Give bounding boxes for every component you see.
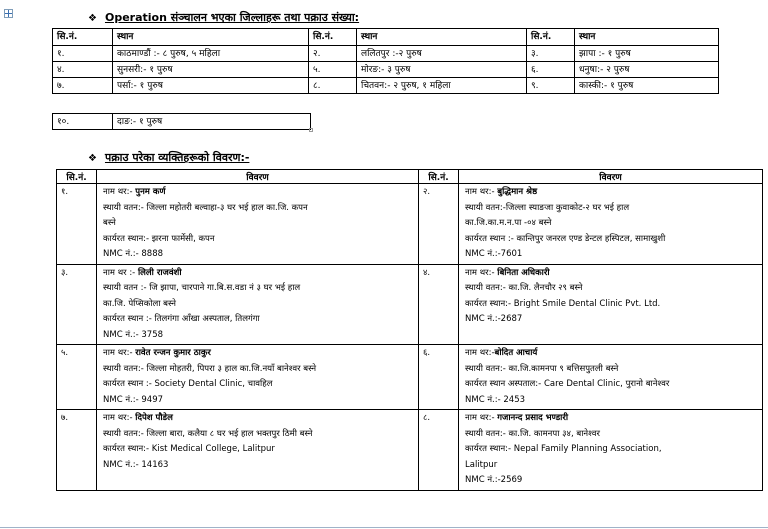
- detail-line: का.जि.का.म.न.पा -०४ बस्ने: [465, 218, 552, 228]
- cell-location: दाङ:- १ पुरुष: [113, 114, 311, 130]
- name-label: नाम थर:-: [103, 413, 136, 423]
- cell-sn: १.: [57, 184, 97, 265]
- person-name-line: [103, 266, 412, 282]
- detail-line: कार्यरत स्थान:- Nepal Family Planning Association,: [465, 444, 662, 454]
- detail-line: बस्ने: [103, 218, 116, 228]
- cell-location: ललितपुर :-२ पुरुष: [357, 46, 527, 62]
- cell-location: चितवन:- २ पुरुष, १ महिला: [357, 78, 527, 94]
- detail-line: कार्यरत स्थान:- झरना फार्मेसी, कपन: [103, 233, 215, 244]
- cell-sn: ६.: [419, 345, 459, 410]
- cell-sn: ४.: [419, 264, 459, 345]
- cell-details: [97, 345, 419, 410]
- header-details: विवरण: [459, 170, 763, 184]
- cell-sn: ७.: [57, 410, 97, 491]
- header-details: विवरण: [97, 170, 419, 184]
- bullet-diamond-icon: ❖: [88, 153, 97, 164]
- table-row: [53, 78, 719, 94]
- table-row: [57, 410, 763, 491]
- table-row: [53, 114, 311, 130]
- detail-line: स्थायी वतन:-जिल्ला स्याङजा कुवाकोट-२ घर भई हाल: [465, 202, 630, 213]
- heading-arrested-persons: [88, 150, 249, 165]
- table-move-handle-icon[interactable]: [4, 9, 13, 18]
- cell-location: धनुषा:- २ पुरुष: [575, 62, 719, 78]
- detail-line: NMC नं.:- 3758: [103, 329, 164, 340]
- detail-line: NMC नं.:-2687: [465, 314, 523, 324]
- districts-table: [52, 28, 719, 94]
- detail-line: कार्यरत स्थान :- कान्तिपुर जनरल एण्ड डेन्टल हस्पिटल, सामाखुशी: [465, 233, 666, 244]
- table-row: [57, 345, 763, 410]
- name-label: नाम थर:-: [465, 267, 498, 278]
- person-name-line: [465, 266, 756, 282]
- cell-details: [459, 410, 763, 491]
- person-name: लिली राजवंशी: [137, 267, 182, 278]
- table-row: [53, 62, 719, 78]
- person-name: बिनिता अधिकारी: [497, 267, 550, 278]
- person-name: बोदित आचार्य: [494, 348, 538, 358]
- detail-line: NMC नं.:- 14163: [103, 459, 169, 470]
- header-location: स्थान: [113, 29, 309, 46]
- detail-line: स्थायी वतन:- का.जि. कामनपा ३४, बानेश्वर: [465, 428, 600, 439]
- cell-details: [459, 264, 763, 345]
- cell-details: [97, 184, 419, 265]
- name-label: नाम थर:-: [465, 348, 495, 358]
- header-location: स्थान: [575, 29, 719, 46]
- cell-sn: ५.: [309, 62, 357, 78]
- person-name-line: [103, 346, 412, 362]
- name-label: नाम थर:-: [465, 187, 498, 197]
- table-body: [57, 184, 763, 491]
- detail-line: कार्यरत स्थान :- Society Dental Clinic, चावहिल: [103, 379, 273, 389]
- detail-line: NMC नं.:- 2453: [465, 394, 526, 405]
- table-row: [53, 46, 719, 62]
- cell-location: सुनसरी:- १ पुरुष: [113, 62, 309, 78]
- person-name: दिपेश पौडेल: [135, 413, 173, 423]
- cell-sn: ७.: [53, 78, 113, 94]
- detail-line: कार्यरत स्थान अस्पताल:- Care Dental Clinic, पुरानो बानेश्वर: [465, 379, 670, 389]
- cell-location: झापा :- १ पुरुष: [575, 46, 719, 62]
- cell-details: [459, 345, 763, 410]
- cell-sn: १.: [53, 46, 113, 62]
- person-name: पुनम कर्ण: [135, 187, 166, 197]
- detail-line: का.जि. पेप्सिकोला बस्ने: [103, 298, 177, 309]
- detail-line: Lalitpur: [465, 459, 498, 470]
- name-label: नाम थर:-: [103, 348, 136, 358]
- detail-line: कार्यरत स्थान:- Bright Smile Dental Clinic Pvt. Ltd.: [465, 298, 661, 309]
- cell-sn: ६.: [527, 62, 575, 78]
- detail-line: NMC नं.:- 9497: [103, 394, 164, 405]
- table-header-row: [53, 29, 719, 46]
- detail-line: NMC नं.:-2569: [465, 475, 523, 485]
- table-resize-handle[interactable]: [309, 128, 313, 132]
- cell-sn: ८.: [419, 410, 459, 491]
- cell-location: पर्सा:- १ पुरुष: [113, 78, 309, 94]
- arrested-persons-table: [56, 169, 763, 491]
- name-label: नाम थर :-: [103, 267, 138, 278]
- cell-details: [97, 264, 419, 345]
- cell-location: कास्की:- १ पुरुष: [575, 78, 719, 94]
- heading-operation-districts: [88, 10, 359, 25]
- detail-line: स्थायी वतन:- जिल्ला बारा, कलैया ८ घर भई हाल भक्तपुर ठिमी बस्ने: [103, 428, 313, 439]
- cell-sn: ८.: [309, 78, 357, 94]
- cell-sn: २.: [309, 46, 357, 62]
- table-header-row: [57, 170, 763, 184]
- detail-line: स्थायी वतन:- का.जि. लैनचौर २९ बस्ने: [465, 283, 583, 293]
- detail-line: स्थायी वतन :- जि झापा, चारपाने गा.बि.स.वडा नं ३ घर भई हाल: [103, 283, 301, 293]
- detail-line: NMC नं.:-7601: [465, 249, 523, 259]
- detail-line: स्थायी वतन:- का.जि.कामनपा ९ बत्तिसपुतली बस्ने: [465, 363, 619, 374]
- table-row: [57, 264, 763, 345]
- header-location: स्थान: [357, 29, 527, 46]
- detail-line: स्थायी वतन:- जिल्ला मोहतरी, पिपरा ३ हाल का.जि.नयाँ बानेश्वर बस्ने: [103, 363, 317, 374]
- detail-line: स्थायी वतन:- जिल्ला महोतरी बल्वाहा-३ घर भई हाल का.जि. कपन: [103, 202, 308, 213]
- header-sn: सि.नं.: [57, 170, 97, 184]
- detail-line: कार्यरत स्थान :- तिलगंगा आँखा अस्पताल, तिलगंगा: [103, 314, 260, 324]
- name-label: नाम थर:-: [103, 187, 136, 197]
- cell-location: मोरङ:- ३ पुरुष: [357, 62, 527, 78]
- header-sn: सि.नं.: [309, 29, 357, 46]
- person-name-line: [103, 411, 412, 427]
- cell-sn: १०.: [53, 114, 113, 130]
- page-bottom-border: [0, 527, 768, 528]
- header-sn: सि.नं.: [419, 170, 459, 184]
- detail-line: NMC नं.:- 8888: [103, 249, 164, 259]
- cell-sn: ३.: [527, 46, 575, 62]
- cell-sn: ४.: [53, 62, 113, 78]
- person-name: रावेत रन्जन कुमार ठाकुर: [135, 348, 211, 358]
- person-name: गजानन्द प्रसाद भण्डारी: [497, 413, 569, 423]
- heading-text: Operation संञ्चालन भएका जिल्लाहरू तथा पक्राउ संख्या:: [104, 11, 360, 24]
- person-name-line: [465, 346, 756, 362]
- districts-table-last-row: [52, 113, 311, 130]
- person-name: बुद्धिमान श्रेष्ठ: [497, 187, 538, 197]
- person-name-line: [465, 185, 756, 201]
- cell-sn: ९.: [527, 78, 575, 94]
- table-row: [57, 184, 763, 265]
- detail-line: कार्यरत स्थान:- Kist Medical College, Lalitpur: [103, 444, 275, 454]
- name-label: नाम थर:-: [465, 413, 498, 423]
- cell-location: काठमाण्डौं :- ८ पुरुष, ५ महिला: [113, 46, 309, 62]
- cell-details: [97, 410, 419, 491]
- heading-text: पक्राउ परेका व्यक्तिहरूको विवरण:-: [104, 151, 250, 164]
- person-name-line: [465, 411, 756, 427]
- bullet-diamond-icon: ❖: [88, 13, 97, 24]
- header-sn: सि.नं.: [53, 29, 113, 46]
- cell-details: [459, 184, 763, 265]
- cell-sn: ५.: [57, 345, 97, 410]
- cell-sn: ३.: [57, 264, 97, 345]
- header-sn: सि.नं.: [527, 29, 575, 46]
- cell-sn: २.: [419, 184, 459, 265]
- person-name-line: [103, 185, 412, 201]
